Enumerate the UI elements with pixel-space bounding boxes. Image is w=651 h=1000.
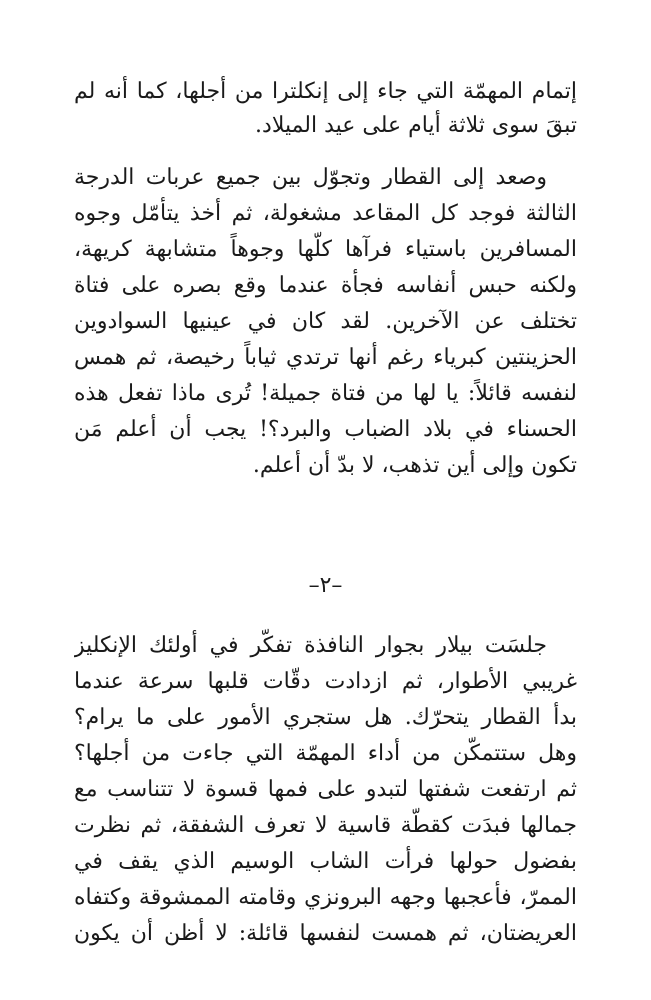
paragraph-line: وهل ستتمكّن من أداء المهمّة التي جاءت من أجلها؟	[74, 741, 577, 766]
paragraph-line: الحسناء في بلاد الضباب والبرد؟! يجب أن أعلم مَن	[74, 417, 577, 442]
paragraph-line: ولكنه حبس أنفاسه فجأة عندما وقع بصره على فتاة	[74, 273, 577, 298]
paragraph-line: بدأ القطار يتحرّك. هل ستجري الأمور على ما يرام؟	[74, 705, 577, 730]
paragraph-line: جلسَت بيلار بجوار النافذة تفكّر في أولئك الإنكليز	[74, 633, 547, 658]
paragraph-line: بفضول حولها فرأت الشاب الوسيم الذي يقف في	[74, 849, 577, 874]
paragraph-line: غريبي الأطوار، ثم ازدادت دقّات قلبها سرعة عندما	[74, 669, 577, 694]
paragraph-line: المسافرين باستياء فرآها كلّها وجوهاً متشابهة كريهة،	[74, 237, 577, 262]
paragraph-line: العريضتان، ثم همست لنفسها قائلة: لا أظن أن يكون	[74, 921, 577, 946]
paragraph-line: ثم ارتفعت شفتها لتبدو على فمها قسوة لا تتناسب مع	[74, 777, 577, 802]
paragraph-line: الممرّ، فأعجبها وجهه البرونزي وقامته الممشوقة وكتفاه	[74, 885, 577, 910]
paragraph-line: تختلف عن الآخرين. لقد كان في عينيها السوادوين	[74, 309, 577, 334]
paragraph-line: لنفسه قائلاً: يا لها من فتاة جميلة! تُرى ماذا تفعل هذه	[74, 381, 577, 406]
paragraph-line: وصعد إلى القطار وتجوّل بين جميع عربات الدرجة	[74, 165, 547, 190]
paragraph-line: الثالثة فوجد كل المقاعد مشغولة، ثم أخذ يتأمّل وجوه	[74, 201, 577, 226]
paragraph-line: الحزينتين كبرياء رغم أنها ترتدي ثياباً رخيصة، ثم همس	[74, 345, 577, 370]
chapter-number: –٢–	[308, 573, 343, 598]
paragraph-line: إتمام المهمّة التي جاء إلى إنكلترا من أجلها، كما أنه لم	[74, 79, 577, 104]
paragraph-line: تكون وإلى أين تذهب، لا بدّ أن أعلم.	[252, 453, 577, 478]
paragraph-line: جمالها فبدَت كقطّة قاسية لا تعرف الشفقة، ثم نظرت	[74, 813, 577, 838]
paragraph-line: تبقَ سوى ثلاثة أيام على عيد الميلاد.	[255, 113, 577, 138]
